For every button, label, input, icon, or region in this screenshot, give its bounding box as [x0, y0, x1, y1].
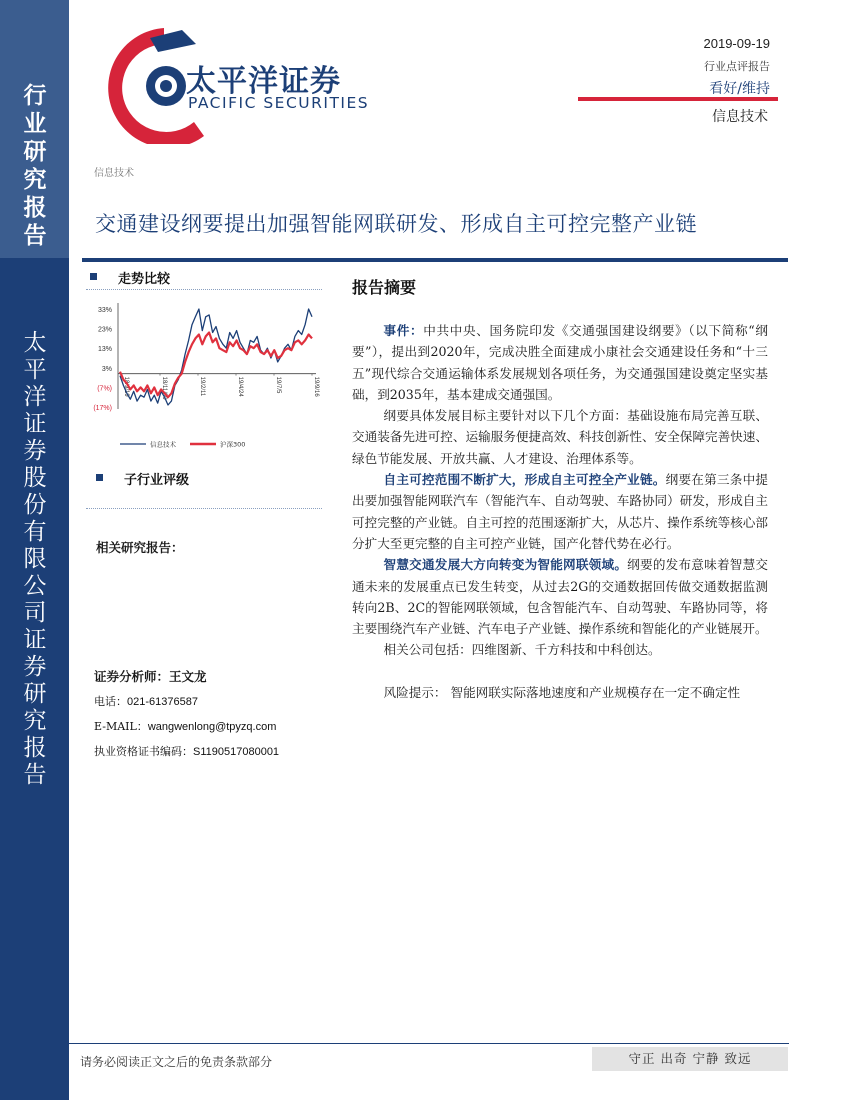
- sidebar-company-name: 太平洋证券股份有限公司证券研究报告: [23, 330, 47, 788]
- header-accent-bar: [578, 97, 778, 101]
- page-title: 交通建设纲要提出加强智能网联研发、形成自主可控完整产业链: [95, 212, 697, 236]
- analyst-email: [94, 718, 276, 734]
- x-tick-label: 18/9/19: [123, 376, 129, 397]
- y-tick-label: (17%): [93, 405, 112, 412]
- x-tick-label: 19/2/11: [199, 376, 205, 397]
- analyst-certificate: [94, 743, 279, 759]
- report-date: 2019-09-19: [703, 36, 770, 51]
- y-tick-label: 3%: [101, 365, 112, 373]
- y-tick-label: 23%: [97, 326, 112, 334]
- title-divider: [82, 258, 788, 262]
- sidebar-report-category: 行业研究报告: [23, 83, 47, 249]
- trend-chart: [86, 296, 322, 456]
- y-tick-label: 33%: [97, 307, 112, 314]
- trend-heading: 走势比较: [118, 272, 171, 287]
- cert-label: 执业资格证书编码：: [94, 745, 193, 758]
- logo-english-name: PACIFIC SECURITIES: [188, 94, 370, 112]
- industry-rating: 看好/维持: [709, 81, 770, 97]
- analyst-name: 证券分析师：王文龙: [94, 669, 207, 684]
- logo-chinese-name: 太平洋证券: [186, 64, 341, 99]
- y-tick-label: (7%): [97, 385, 112, 393]
- section-bullet-icon: [96, 474, 103, 481]
- autonomy-lead: 自主可控范围不断扩大，形成自主可控全产业链。: [383, 472, 666, 488]
- x-tick-label: 19/4/24: [237, 376, 243, 397]
- x-tick-label: 19/9/16: [313, 376, 319, 397]
- phone-label: 电话：: [94, 695, 127, 708]
- footer-disclaimer: 请务必阅读正文之后的免责条款部分: [80, 1055, 273, 1069]
- analyst-phone: [94, 693, 198, 709]
- breadcrumb: 信息技术: [94, 168, 134, 179]
- cert-value: S1190517080001: [193, 746, 280, 758]
- summary-paragraph: [352, 554, 768, 639]
- related-companies: 相关公司包括：四维图新、千方科技和中科创达。: [383, 642, 661, 658]
- smart-transport-text: 纲要的发布意味着智慧交通未来的发展重点已发生转变，从过去2G的交通数据回传做交通数据监测转向2B、2C的智能网联领域，包含智能汽车、自动驾驶、车路协同等，将主要围绕汽车产业链、汽车电子产业链、操作系统和智能化的产业链展开。: [352, 557, 769, 637]
- legend-label: 沪深300: [220, 440, 246, 449]
- summary-paragraph: 纲要具体发展目标主要针对以下几个方面：基础设施布局完善互联、交通装备先进可控、运输服务便捷高效、科技创新性、安全保障完善快速、绿色节能发展、开放共赢、人才建设、治理体系等。: [352, 408, 768, 466]
- email-value[interactable]: wangwenlong@tpyzq.com: [147, 721, 277, 733]
- series-line-2: [120, 333, 312, 398]
- event-lead: 事件：: [383, 323, 424, 338]
- legend-label: 信息技术: [150, 440, 176, 449]
- event-text: 中共中央、国务院印发《交通强国建设纲要》（以下简称“纲要”），提出到2020年，完成决胜全面建成小康社会交通建设任务和“十三五”现代综合交通运输体系发展规划各项任务，为交通强国建设奠定坚实基础，到2035年，基本建成交通强国。: [352, 323, 769, 402]
- summary-title: 报告摘要: [352, 278, 417, 297]
- related-reports-label: 相关研究报告：: [96, 540, 184, 555]
- summary-body: [352, 320, 768, 703]
- section-bullet-icon: [90, 273, 97, 280]
- sub-rating-heading: 子行业评级: [124, 473, 190, 488]
- sector-label: 信息技术: [712, 109, 768, 125]
- section-divider: [86, 289, 322, 290]
- footer-motto: 守正 出奇 宁静 致远: [592, 1047, 788, 1071]
- risk-warning: 风险提示： 智能网联实际落地速度和产业规模存在一定不确定性: [383, 684, 741, 700]
- x-tick-label: 18/11/30: [161, 376, 167, 400]
- trend-chart-svg: [86, 296, 322, 456]
- y-tick-label: 13%: [97, 346, 112, 354]
- x-tick-label: 19/7/5: [275, 376, 281, 394]
- phone-value: 021-61376587: [127, 696, 198, 708]
- footer-divider: [69, 1043, 789, 1044]
- summary-paragraph: [352, 469, 768, 554]
- email-label: E-MAIL：: [94, 720, 148, 733]
- report-type: 行业点评报告: [704, 60, 770, 73]
- smart-transport-lead: 智慧交通发展大方向转变为智能网联领域。: [383, 557, 628, 573]
- autonomy-text: 纲要在第三条中提出要加强智能网联汽车（智能汽车、自动驾驶、车路协同）研发，形成自主可控完整的产业链。自主可控的范围逐渐扩大，从芯片、操作系统等核心部分扩大至更完整的自主可控产业链，国产化替代势在必行。: [352, 472, 769, 551]
- section-divider: [86, 508, 322, 509]
- summary-paragraph: [352, 320, 768, 405]
